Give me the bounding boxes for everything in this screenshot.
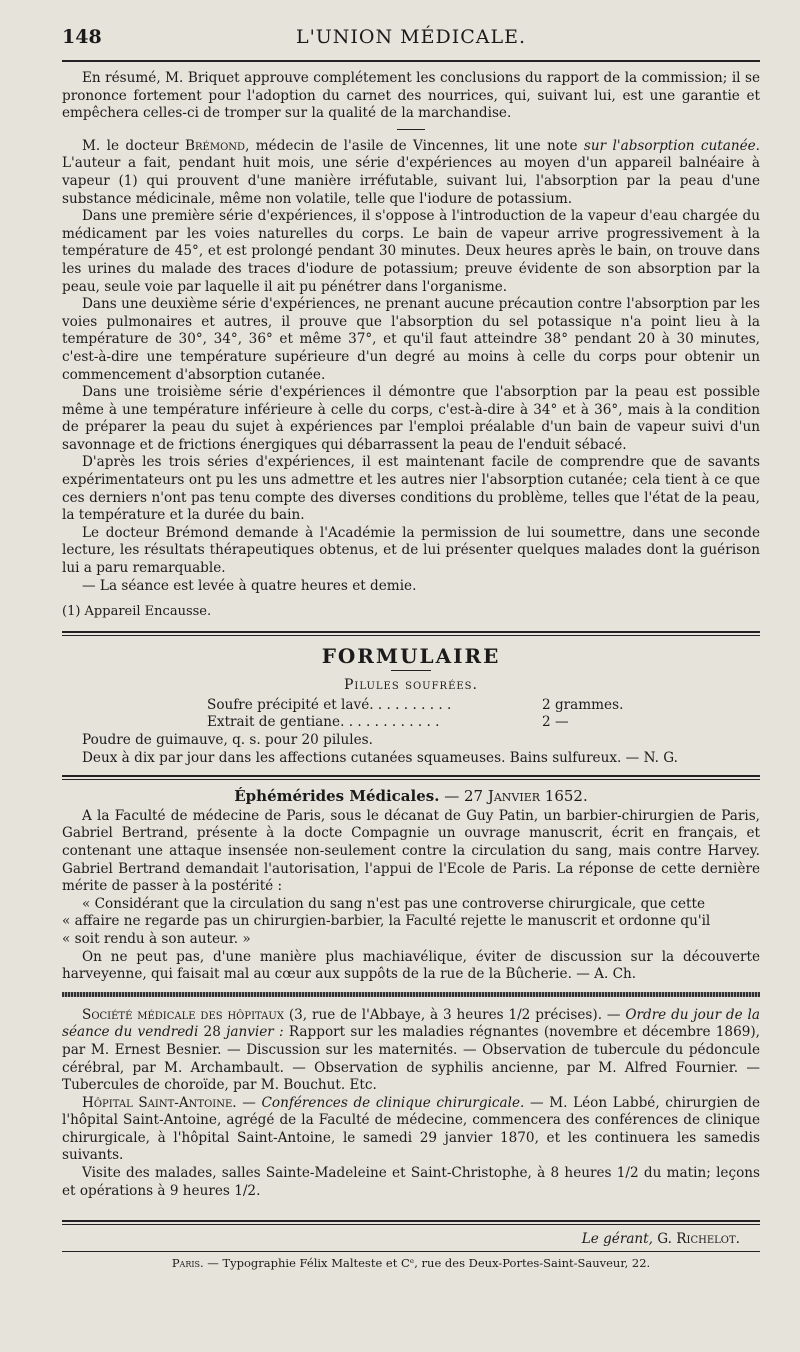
formulaire-subtitle: Pilules soufrées.	[344, 676, 478, 693]
gerant-signature	[62, 1231, 760, 1247]
journal-title: L'UNION MÉDICALE.	[295, 26, 527, 48]
societe-order: Ordre du jour de la séance du vendredi	[62, 1006, 760, 1041]
ephemerides-heading-line	[62, 788, 760, 806]
formulaire-title-rule	[391, 670, 431, 671]
footer-rule	[62, 1220, 760, 1225]
societe-address: (3, rue de l'Abbaye, à 3 heures 1/2 précises). —	[283, 1006, 626, 1023]
hopital-notice	[62, 1095, 760, 1165]
page-number: 148	[62, 26, 102, 48]
footnote: (1) Appareil Encausse.	[62, 604, 212, 620]
imprint-rule	[62, 1251, 760, 1252]
hopital-visit: Visite des malades, salles Sainte-Madeleine et Saint-Christophe, à 8 heures 1/2 du matin; leçons et opérations à 9 heures 1/2.	[62, 1165, 760, 1199]
page-footer	[62, 1220, 760, 1270]
ingredient-name: Soufre précipité et lavé. . . . . . . . . .	[207, 696, 452, 713]
societe-name: Société médicale des hôpitaux	[82, 1006, 284, 1023]
bremond-mid: , médecin de l'asile de Vincennes, lit une note	[245, 137, 584, 154]
bremond-paragraph-3: Dans une deuxième série d'expériences, ne prenant aucune précaution contre l'absorption par les voies pulmonaires et autres, il prouve que l'absorption du sel potassique n'a point lieu à la température de 30°, 34°, 36° et même 37°, et qu'il faut atteindre 38° pendant 20 à 30 minutes, c'est-à-dire une température supérieure d'un degré au moins à celle du corps pour obtenir un commencement d'absorption cutanée.	[62, 296, 760, 383]
societe-notice	[62, 1007, 760, 1095]
bremond-paragraph-2: Dans une première série d'expériences, il s'oppose à l'introduction de la vapeur d'eau chargée du médicament par les voies naturelles du corps. Le bain de vapeur arrive progressivement à la température de 45°, et est prolongé pendant 30 minutes. Deux heures après le bain, on trouve dans les urines du malade des traces d'iodure de potassium; preuve évidente de son absorption par la peau, seule voie par laquelle il ait pu pénétrer dans l'organisme.	[62, 208, 760, 295]
ephemerides-heading: Éphémérides Médicales.	[234, 787, 440, 806]
author-name: Brémond	[185, 137, 246, 154]
imprint-city: Paris.	[171, 1256, 204, 1271]
hopital-details: — M. Léon Labbé, chirurgien de l'hôpital Saint-Antoine, agrégé de la Faculté de médecine, commencera des conférences de clinique chirurgicale, à l'hôpital Saint-Antoine, le samedi 29 janvier 1870, et les continuera les samedis suivants.	[62, 1094, 760, 1164]
header-rule	[62, 60, 760, 62]
page-header	[62, 26, 760, 54]
ingredient-row	[207, 714, 760, 732]
recipe-line-1: Poudre de guimauve, q. s. pour 20 pilules.	[82, 732, 373, 748]
resume-paragraph: En résumé, M. Briquet approuve complétement les conclusions du rapport de la commission; il se prononce fortement pour l'adoption du carnet des nourrices, qui, suivant lui, est une garantie et empêchera celles-ci de tromper sur la qualité de la marchandise.	[62, 70, 760, 122]
ephemerides-top-rule	[62, 775, 760, 780]
bremond-paragraph-5: D'après les trois séries d'expériences, il est maintenant facile de comprendre que de savants expérimentateurs ont pu les uns admettre et les autres nier l'absorption cutanée; cela tient à ce que ces derniers n'ont pas tenu compte des diverses conditions du problème, telles que l'état de la peau, la température et la durée du bain.	[62, 454, 760, 524]
note-title: sur l'absorption cutanée.	[583, 137, 761, 154]
ingredient-quantity: 2 —	[542, 714, 569, 731]
ephemerides-section	[62, 788, 760, 984]
quote-line-1: « Considérant que la circulation du sang n'est pas une controverse chirurgicale, que cette	[82, 895, 706, 912]
ephemerides-date-prefix: — 27	[439, 787, 488, 806]
bremond-paragraph-6: Le docteur Brémond demande à l'Académie la permission de lui soumettre, dans une seconde lecture, les résultats thérapeutiques obtenus, et de lui présenter quelques malades dont la guérison lui a paru remarquable.	[62, 524, 760, 577]
ephemerides-paragraph-1: A la Faculté de médecine de Paris, sous le décanat de Guy Patin, un barbier-chirurgien de Paris, Gabriel Bertrand, présente à la docte Compagnie un ouvrage manuscrit, écrit en français, et contenant une attaque insensée non-seulement contre la circulation du sang, mais contre Harvey. Gabriel Bertrand demandait l'autorisation, l'appui de l'Ecole de Paris. La réponse de cette dernière mérite de passer à la postérité :	[62, 807, 760, 895]
ingredient-row	[207, 697, 760, 715]
hopital-conference: Conférences de clinique chirurgicale.	[261, 1094, 525, 1111]
bremond-paragraph-4: Dans une troisième série d'expériences il démontre que l'absorption par la peau est possible même à une température inférieure à celle du corps, c'est-à-dire à 34° et à 36°, mais à la condition de préparer la peau du sujet à expériences par l'emploi préalable d'un bain de vapeur suivi d'un savonnage et de frictions énergiques qui débarrassent la peau de l'enduit sébacé.	[62, 384, 760, 453]
recipe-instructions	[62, 732, 760, 767]
recipe-ingredients	[207, 697, 760, 732]
section-divider	[397, 129, 425, 130]
article-body	[62, 70, 760, 621]
ephemerides-date-month: Janvier	[487, 787, 541, 806]
quote-line-3: « soit rendu à son auteur. »	[62, 930, 251, 947]
ingredient-name: Extrait de gentiane. . . . . . . . . . . .	[207, 714, 440, 731]
hopital-name: Hôpital Saint-Antoine.	[82, 1094, 237, 1111]
ephemerides-paragraph-2: On ne peut pas, d'une manière plus machiavélique, éviter de discussion sur la découverte harveyenne, qui faisait mal au cœur aux suppôts de la rue de la Bûcherie. — A. Ch.	[62, 948, 760, 983]
formulaire-top-rule	[62, 631, 760, 636]
gerant-label: Le gérant,	[581, 1231, 653, 1248]
formulaire-title: FORMULAIRE	[321, 643, 501, 668]
notices-section	[62, 1007, 760, 1201]
societe-month: janvier :	[226, 1024, 284, 1041]
ephemerides-date-year: 1652.	[540, 787, 588, 806]
bremond-paragraph-1	[62, 138, 760, 208]
hopital-dash: —	[236, 1094, 262, 1111]
societe-agenda: Rapport sur les maladies régnantes (novembre et décembre 1869), par M. Ernest Besnier. — Discussion sur les maternités. — Observation de tubercule du pédoncule cérébral, par M. Archambault. — Observation de syphilis ancienne, par M. Alfred Fournier. — Tubercules de choroïde, par M. Bouchut. Etc.	[62, 1024, 760, 1094]
imprint-printer: — Typographie Félix Malteste et Cᵉ, rue des Deux-Portes-Saint-Sauveur, 22.	[203, 1256, 651, 1271]
session-closing: — La séance est levée à quatre heures et demie.	[82, 577, 417, 594]
imprint-line	[62, 1256, 760, 1270]
societe-date: 28	[198, 1024, 227, 1041]
bremond-rest: L'auteur a fait, pendant huit mois, une série d'expériences au moyen d'un appareil balnéaire à vapeur (1) qui prouvent d'une manière irréfutable, suivant lui, l'absorption par la peau d'une substance médicinale, même non volatile, telle que l'iodure de potassium.	[62, 155, 760, 207]
quote-line-2: « affaire ne regarde pas un chirurgien-barbier, la Faculté rejette le manuscrit et ordonne qu'il	[62, 913, 711, 930]
bremond-lead: M. le docteur	[82, 137, 186, 154]
recipe-line-2: Deux à dix par jour dans les affections cutanées squameuses. Bains sulfureux. — N. G.	[82, 749, 678, 766]
ingredient-quantity: 2 grammes.	[542, 696, 624, 713]
gerant-name: G. Richelot.	[652, 1231, 740, 1248]
notices-divider	[62, 992, 760, 997]
